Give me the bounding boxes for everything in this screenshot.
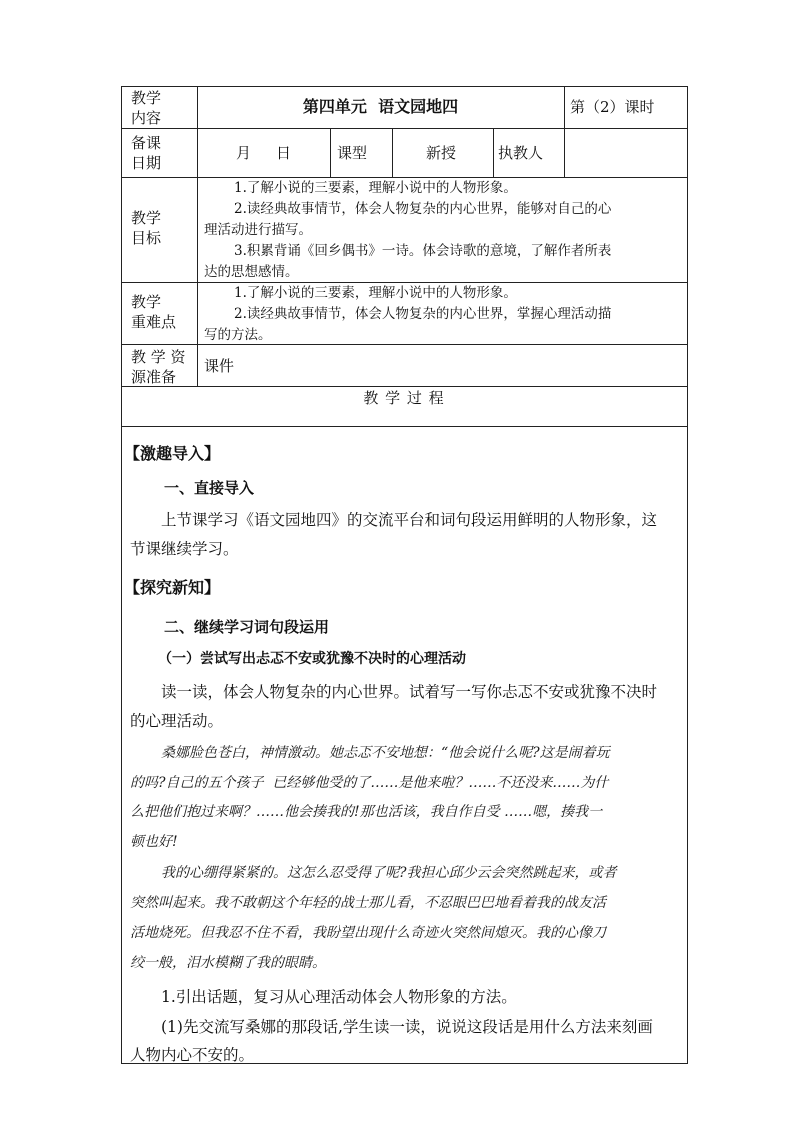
date-label [131,133,161,173]
quote-qiushaoyun-line: 绞一般，泪水模糊了我的眼睛。 [130,955,326,971]
table-border [121,426,688,427]
date-label-line: 备课 [131,134,162,152]
subsection-direct-intro: 一、直接导入 [164,479,255,497]
subsection-word-sentence: 二、继续学习词句段运用 [164,618,330,636]
lesson-type-value: 新授 [426,144,457,162]
paragraph-line: (1)先交流写桑娜的那段话,学生读一读，说说这段话是用什么方法来刻画 [161,1018,653,1036]
table-border [687,86,688,1064]
unit-title: 第四单元 语文园地四 [302,97,459,116]
quote-qiushaoyun-line: 活地烧死。但我忍不住不看，我盼望出现什么奇迹火突然间熄灭。我的心像刀 [130,925,606,941]
quote-qiushaoyun-line: 突然叫起来。我不敢朝这个年轻的战士那儿看，不忍眼巴巴地看着我的战友活 [130,895,606,911]
key-points-label-line: 重难点 [131,313,177,331]
objectives-label-line: 教学 [131,209,162,227]
day-label: 日 [276,144,292,162]
lesson-number: 第（2）课时 [570,98,655,116]
key-point-line: 2.读经典故事情节，体会人物复杂的内心世界，掌握心理活动描 [234,306,612,322]
objective-line: 达的思想感情。 [204,264,299,280]
paragraph-line: 1.引出话题，复习从心理活动体会人物形象的方法。 [161,988,517,1006]
paragraph-line: 人物内心不安的。 [130,1046,255,1064]
key-points-text [204,283,686,346]
teacher-label: 执教人 [498,144,544,162]
quote-sangna-line: 顿也好! [130,834,178,850]
quote-qiushaoyun-line: 我的心绷得紧紧的。这怎么忍受得了呢?我担心邱少云会突然跳起来，或者 [161,865,617,881]
table-border [121,86,688,87]
quote-sangna-line: 么把他们抱过来啊？……他会揍我的!那也活该，我自作自受 ……嗯，揍我一 [130,804,603,820]
paragraph-line: 上节课学习《语文园地四》的交流平台和词句段运用鲜明的人物形象，这 [161,511,658,529]
table-border [121,386,688,387]
date-label-line: 日期 [131,154,162,172]
key-points-label-line: 教学 [131,293,162,311]
subsection-try-writing: （一）尝试写出忐忑不安或犹豫不决时的心理活动 [158,651,466,667]
resources-label [131,347,186,387]
paragraph-line: 节课继续学习。 [130,540,239,558]
paragraph-line: 读一读，体会人物复杂的内心世界。试着写一写你忐忑不安或犹豫不决时 [161,683,658,701]
key-point-line: 写的方法。 [204,327,272,343]
table-border [197,86,198,386]
objective-line: 3.积累背诵《回乡偶书》一诗。体会诗歌的意境，了解作者所表 [234,243,612,259]
resources-value: 课件 [204,357,235,375]
key-points-label [131,292,176,332]
quote-sangna-line: 的吗?自己的五个孩子 已经够他受的了……是他来啦？……不还没来……为什 [130,775,609,791]
key-point-line: 1.了解小说的三要素，理解小说中的人物形象。 [234,285,517,301]
objective-line: 1.了解小说的三要素，理解小说中的人物形象。 [234,180,517,196]
objective-line: 2.读经典故事情节，体会人物复杂的内心世界，能够对自己的心 [234,201,612,217]
table-border [121,86,122,1064]
content-label-line: 教学 [131,89,162,107]
objectives-label-line: 目标 [131,229,162,247]
objectives-label [131,208,161,248]
quote-sangna-line: 桑娜脸色苍白，神情激动。她忐忑不安地想：“他会说什么呢?这是闹着玩 [161,745,610,761]
table-border [493,128,494,177]
section-heading-intro: 【激趣导入】 [124,444,221,463]
objectives-text [204,178,686,283]
content-label [131,88,193,128]
table-border [330,128,331,177]
paragraph-line: 的心理活动。 [130,712,224,730]
table-border [564,86,565,177]
resources-label-line: 教 学 资 [131,348,186,366]
section-heading-explore: 【探究新知】 [124,578,221,597]
lesson-type-label: 课型 [337,144,368,162]
month-label: 月 [236,144,252,162]
table-border [121,128,688,129]
content-label-line: 内容 [131,109,162,127]
process-title: 教 学 过 程 [363,389,445,407]
table-border [392,128,393,177]
objective-line: 理活动进行描写。 [204,222,312,238]
resources-label-line: 源准备 [131,368,177,386]
